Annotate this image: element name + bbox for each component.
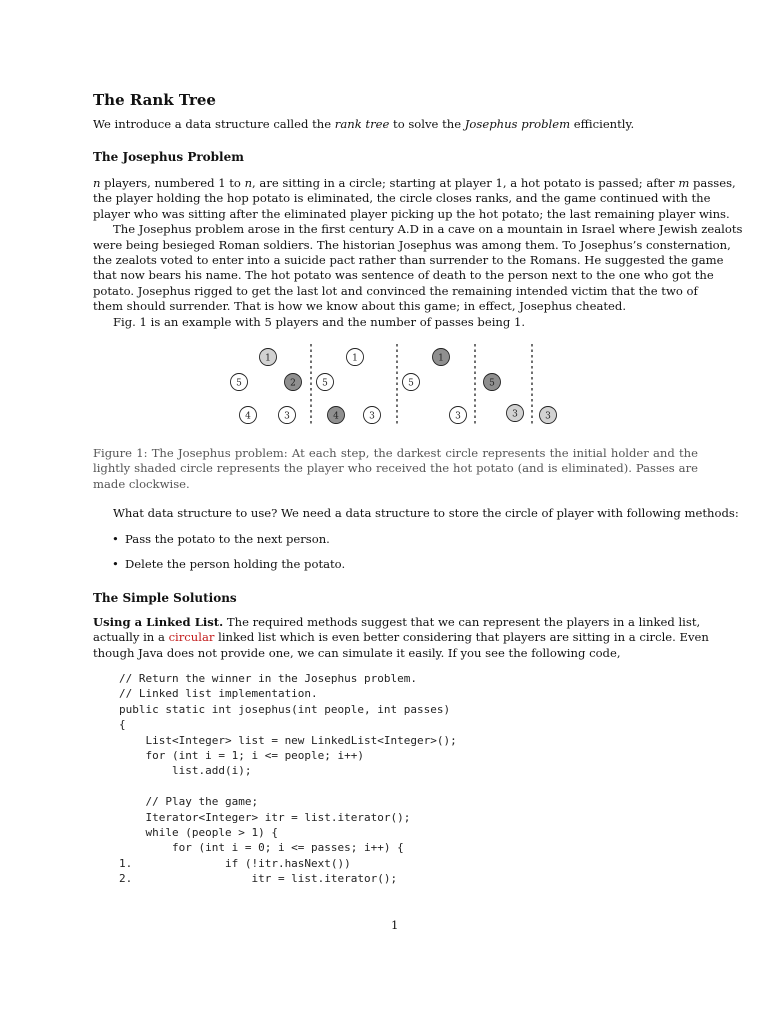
code-line: for (int i = 0; i <= passes; i++) { <box>119 841 404 855</box>
player-node <box>317 374 334 391</box>
player-node <box>484 374 501 391</box>
list-item <box>112 532 345 547</box>
text-run: linked list which is even better considering that players are sitting in a circle. Even <box>214 630 709 645</box>
list-item-text: Pass the potato to the next person. <box>125 532 330 546</box>
text-line: the player holding the hop potato is eliminated, the circle closes ranks, and the game continued with the <box>93 191 711 206</box>
player-node <box>279 407 296 424</box>
player-node <box>450 407 467 424</box>
player-node <box>231 374 248 391</box>
text-line: The Josephus problem arose in the first century A.D in a cave on a mountain in Israel where Jewish zealots <box>113 222 743 237</box>
text-line: though Java does not provide one, we can simulate it easily. If you see the following code, <box>93 645 621 660</box>
method-list <box>112 532 345 583</box>
intro-text: to solve the <box>389 117 465 131</box>
linked-list-paragraph <box>93 615 709 661</box>
section-heading-simple-solutions: The Simple Solutions <box>93 591 237 605</box>
text-run: The required methods suggest that we can represent the players in a linked list, <box>223 615 701 629</box>
player-node <box>260 349 277 366</box>
text-line: potato. Josephus rigged to get the last lot and convinced the remaining intended victim that the two of <box>93 283 698 298</box>
code-line: for (int i = 1; i <= people; i++) <box>119 749 365 763</box>
player-label: 4 <box>333 411 339 422</box>
figure-caption: Figure 1: The Josephus problem: At each step, the darkest circle represents the initial holder and the lightly shaded circle represents the player who received the hot potato (and is eliminated). Passes are made clockwise. <box>93 446 698 491</box>
player-node <box>433 349 450 366</box>
text-line: the zealots voted to enter into a suicide pact rather than surrender to the Romans. He suggested the game <box>93 253 724 268</box>
code-line: List<Integer> list = new LinkedList<Integer>(); <box>119 733 457 747</box>
player-label: 3 <box>455 411 461 422</box>
player-node <box>540 407 557 424</box>
code-line <box>119 779 457 794</box>
player-label: 4 <box>245 411 251 422</box>
text-line: them should surrender. That is how we know about this game; in effect, Josephus cheated. <box>93 299 627 314</box>
text-line <box>93 615 701 630</box>
term-rank-tree: rank tree <box>334 117 390 131</box>
code-line: while (people > 1) { <box>119 826 278 840</box>
player-node <box>328 407 345 424</box>
code-line: list.add(i); <box>119 764 252 778</box>
code-line: Iterator<Integer> itr = list.iterator(); <box>119 810 411 824</box>
page-number: 1 <box>391 918 399 932</box>
player-label: 3 <box>369 411 375 422</box>
intro-text: We introduce a data structure called the <box>93 117 335 131</box>
text-line <box>93 630 709 645</box>
player-label: 2 <box>290 378 296 389</box>
player-label: 1 <box>352 353 358 364</box>
math-var: n <box>244 176 253 190</box>
section-heading-josephus: The Josephus Problem <box>93 150 244 164</box>
player-node <box>403 374 420 391</box>
code-line: // Play the game; <box>119 795 259 809</box>
intro-text: efficiently. <box>570 117 635 131</box>
player-label: 3 <box>512 409 518 420</box>
player-node <box>285 374 302 391</box>
list-item <box>112 557 345 572</box>
player-node <box>507 405 524 422</box>
question-paragraph: What data structure to use? We need a data structure to store the circle of player with following methods: <box>113 506 739 520</box>
text-line: player who was sitting after the eliminated player picking up the hot potato; the last remaining player wins. <box>93 206 730 221</box>
player-label: 1 <box>438 353 444 364</box>
code-line: 2. itr = list.iterator(); <box>119 872 398 886</box>
player-label: 5 <box>322 378 328 389</box>
player-label: 3 <box>545 411 551 422</box>
player-label: 3 <box>284 411 290 422</box>
list-item-text: Delete the person holding the potato. <box>125 557 346 572</box>
player-label: 1 <box>265 353 271 364</box>
player-node <box>240 407 257 424</box>
text-run: , are sitting in a circle; starting at player 1, a hot potato is passed; after <box>252 176 679 190</box>
text-run: actually in a <box>93 630 169 645</box>
text-line: Fig. 1 is an example with 5 players and the number of passes being 1. <box>113 314 526 329</box>
bullet-icon: • <box>112 532 119 546</box>
term-josephus-problem: Josephus problem <box>464 117 571 131</box>
player-node <box>347 349 364 366</box>
code-line: 1. if (!itr.hasNext()) <box>119 856 351 870</box>
math-var: m <box>678 176 690 190</box>
code-listing <box>119 671 457 887</box>
text-run: players, numbered 1 to <box>100 176 245 190</box>
code-line: // Return the winner in the Josephus problem. <box>119 672 418 685</box>
player-label: 5 <box>489 378 495 389</box>
player-label: 5 <box>236 378 242 389</box>
player-label: 5 <box>408 378 414 389</box>
player-node <box>364 407 381 424</box>
bullet-icon: • <box>112 557 119 572</box>
text-line: that now bears his name. The hot potato was sentence of death to the person next to the one who got the <box>93 268 714 283</box>
run-in-heading: Using a Linked List. <box>93 615 224 629</box>
text-line: were being besieged Roman soldiers. The historian Josephus was among them. To Josephus’s consternation, <box>93 237 731 252</box>
circular-link[interactable]: circular <box>168 630 215 645</box>
math-var: n <box>93 176 101 190</box>
text-run: passes, <box>689 176 736 190</box>
code-line: // Linked list implementation. <box>119 687 318 701</box>
page-title: The Rank Tree <box>93 91 216 109</box>
code-line: public static int josephus(int people, int passes) <box>119 702 451 716</box>
code-line: { <box>119 718 126 732</box>
